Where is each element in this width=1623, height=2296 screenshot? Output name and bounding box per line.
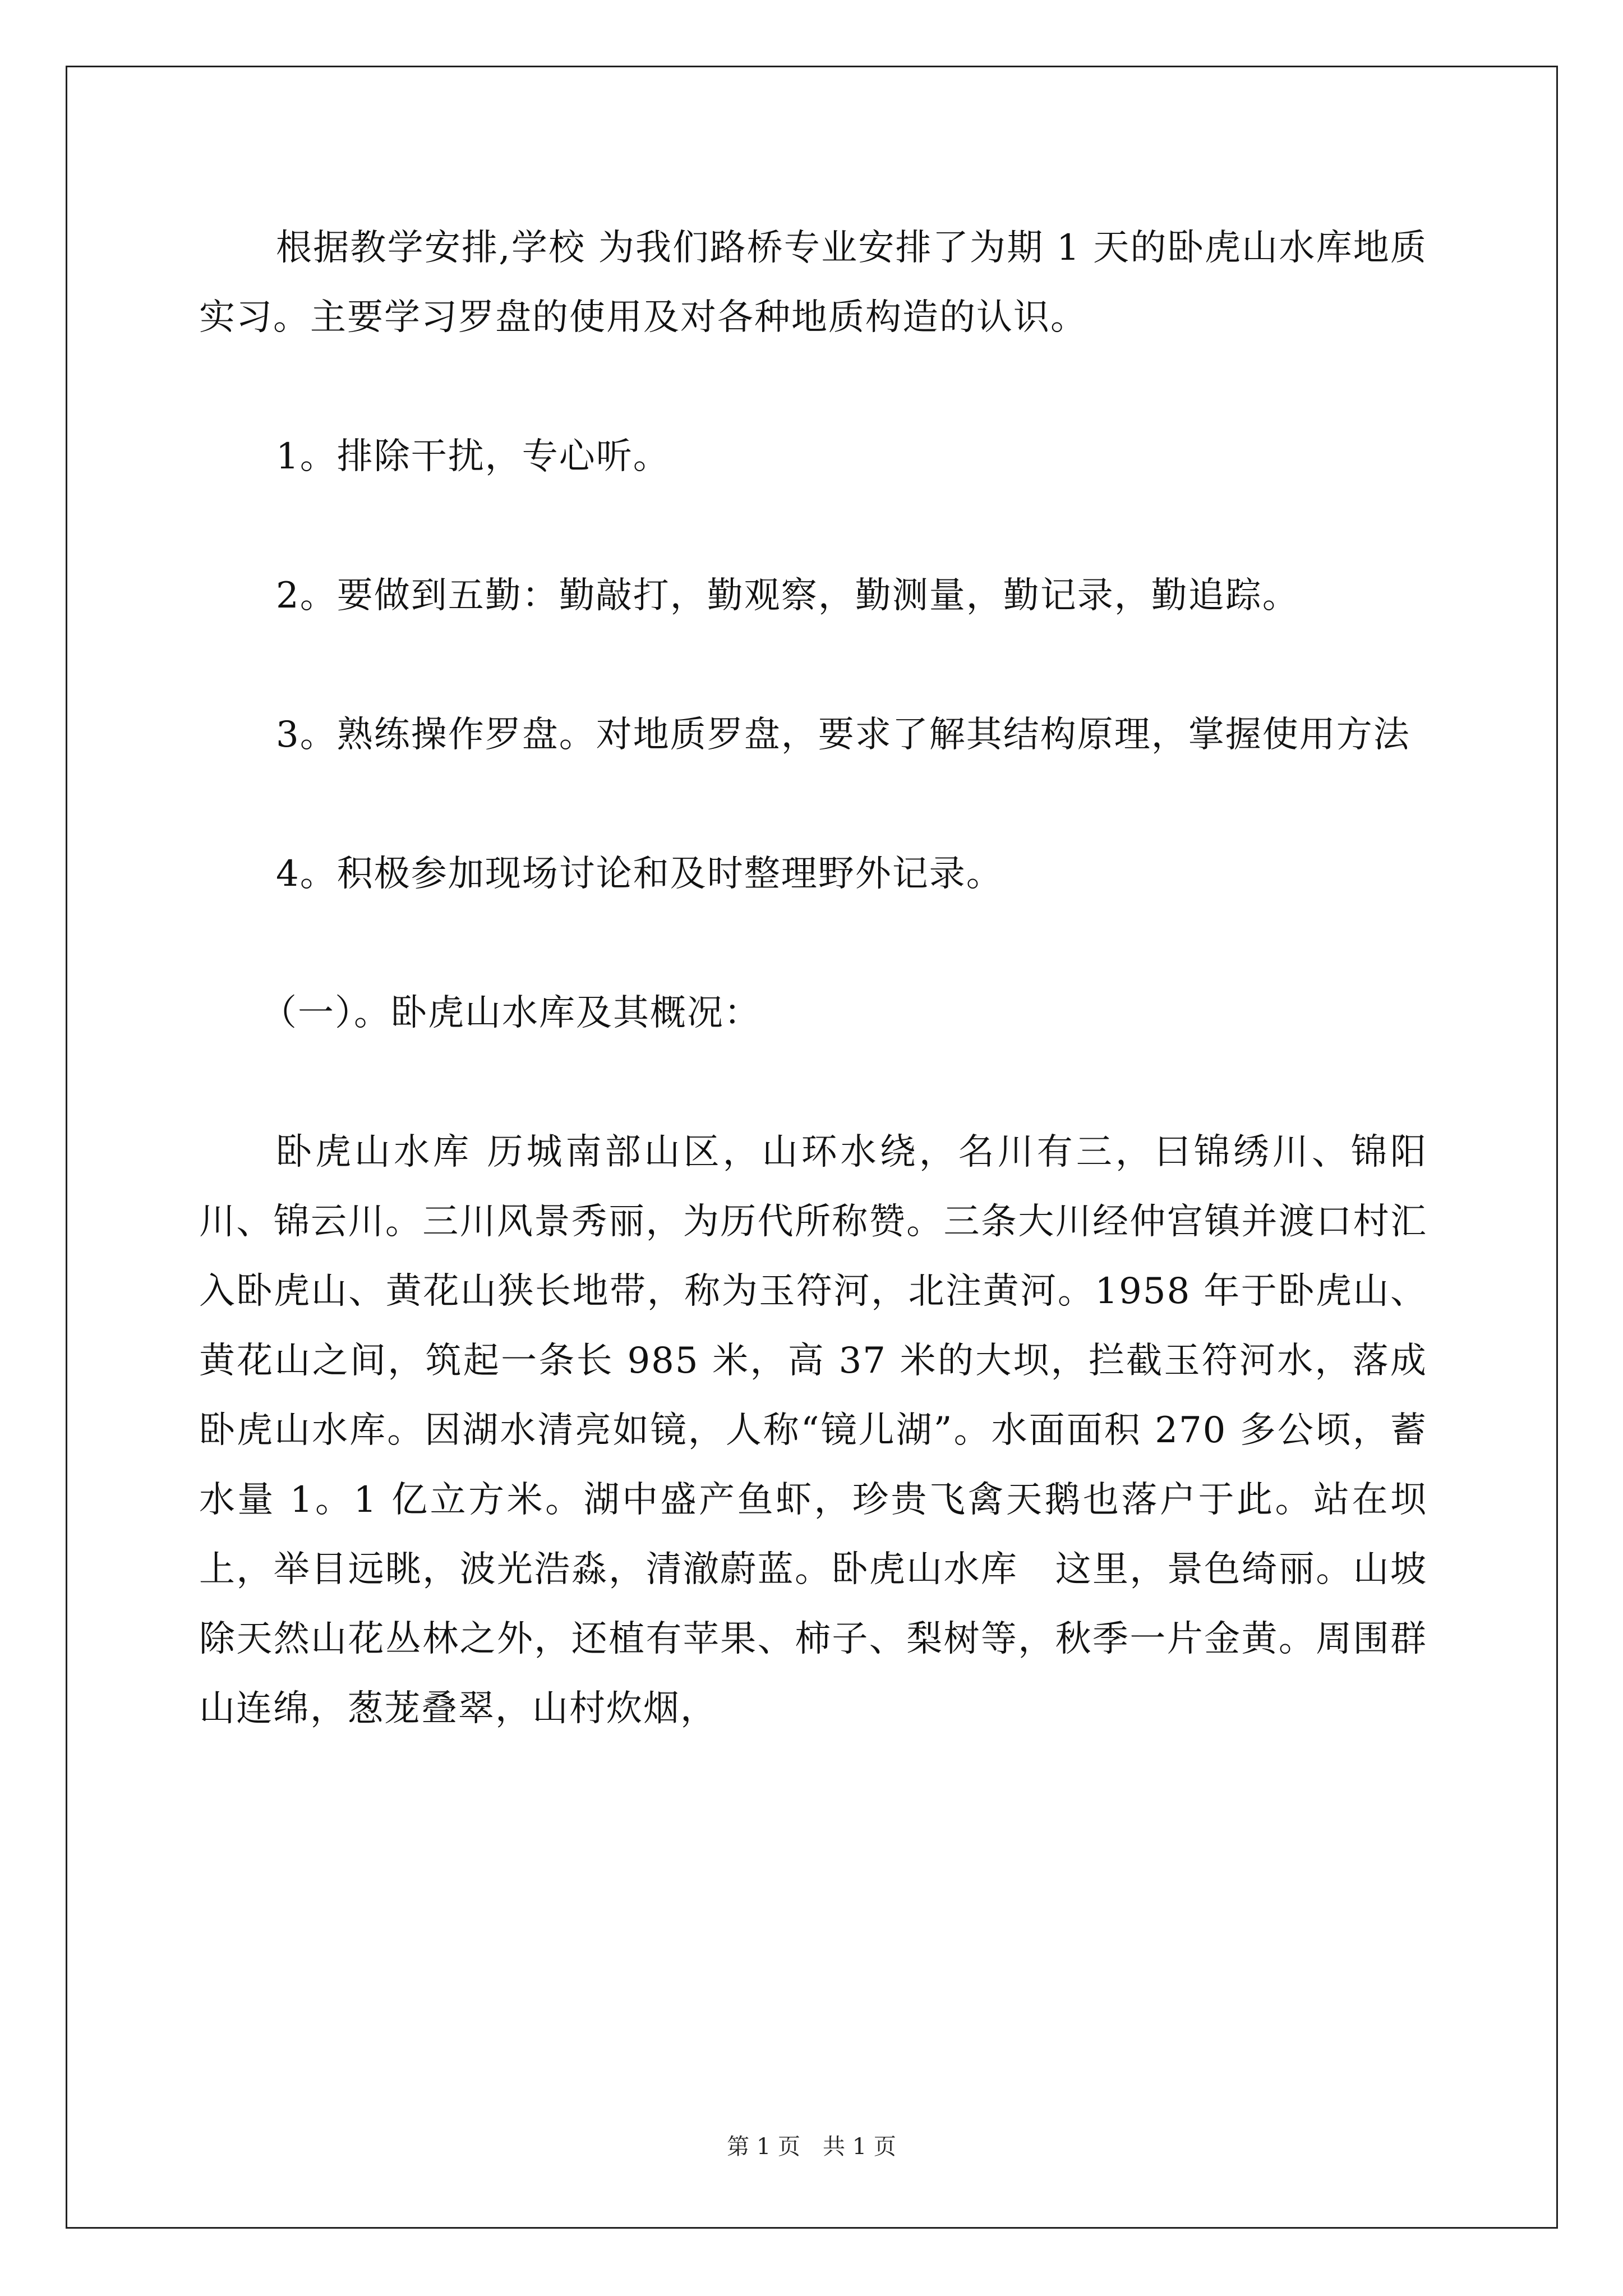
section-heading: （一）。卧虎山水库及其概况： xyxy=(261,992,761,1034)
paragraph-item-1: 1。排除干扰，专心听。 xyxy=(276,436,670,477)
paragraph-item-2: 2。要做到五勤：勤敲打，勤观察，勤测量，勤记录，勤追踪。 xyxy=(276,575,1299,616)
paragraph-item-4: 4。积极参加现场讨论和及时整理野外记录。 xyxy=(276,853,1003,895)
document-body xyxy=(199,213,1427,1743)
paragraph-item-3: 3。熟练操作罗盘。对地质罗盘，要求了解其结构原理，掌握使用方法 xyxy=(276,714,1410,756)
paragraph-intro: 根据教学安排,学校 为我们路桥专业安排了为期 1 天的卧虎山水库地质实习。主要学习罗盘的使用及对各种地质构造的认识。 xyxy=(199,227,1427,338)
paragraph-overview: 卧虎山水库 历城南部山区，山环水绕，名川有三，曰锦绣川、锦阳川、锦云川。三川风景秀丽，为历代所称赞。三条大川经仲宫镇并渡口村汇入卧虎山、黄花山狭长地带，称为玉符河，北注黄河。1958 年于卧虎山、黄花山之间，筑起一条长 985 米，高 37 米的大坝，拦截玉符河水，落成卧虎山水库。因湖水清亮如镜，人称“镜儿湖”。水面面积 270 多公顷，蓄水量 1。1 亿立方米。湖中盛产鱼虾，珍贵飞禽天鹅也落户于此。站在坝上，举目远眺，波光浩淼，清澈蔚蓝。卧虎山水库 这里，景色绮丽。山坡除天然山花丛林之外，还植有苹果、柿子、梨树等，秋季一片金黄。周围群山连绵，葱茏叠翠，山村炊烟， xyxy=(199,1131,1427,1729)
page-number: 第 1 页 共 1 页 xyxy=(727,2134,896,2160)
